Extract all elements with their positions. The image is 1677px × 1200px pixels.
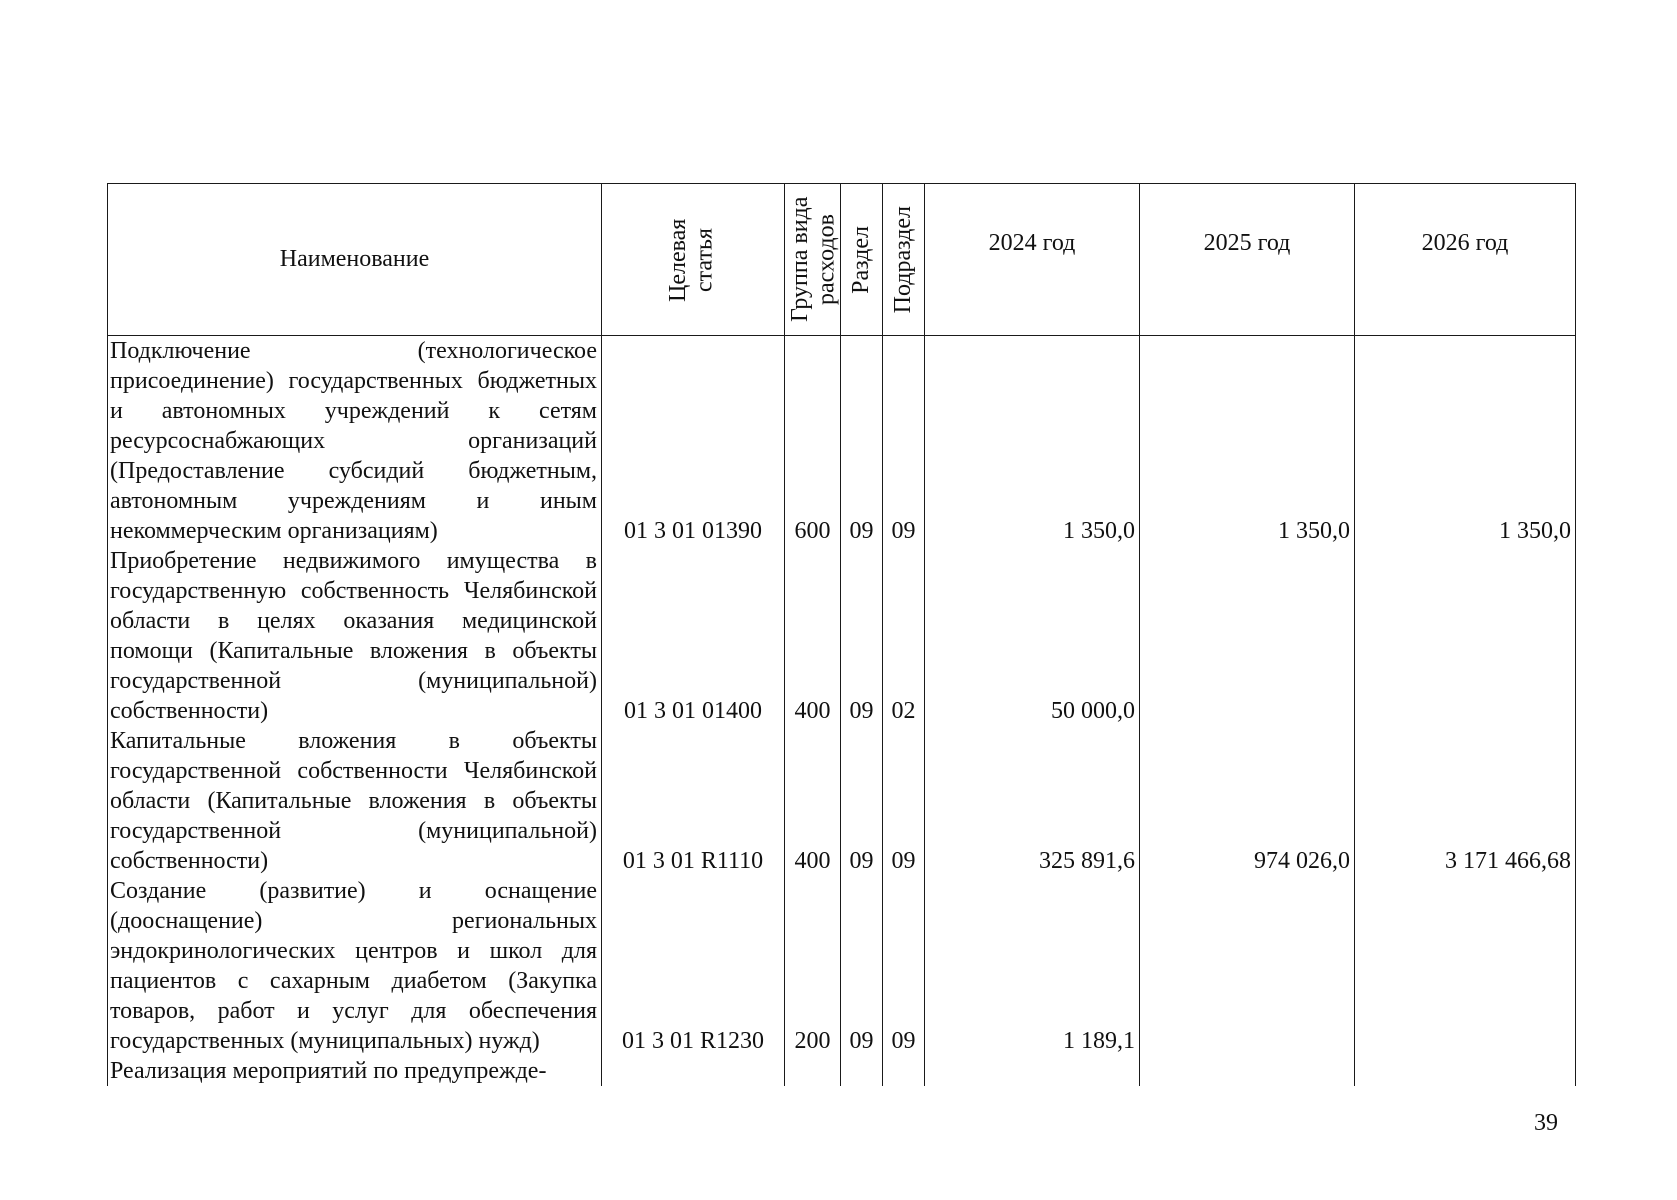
row-amount-2026: 1 350,0: [1355, 336, 1576, 547]
table-header-row: [108, 184, 1576, 336]
row-expense-group: [785, 1056, 841, 1086]
table-row: [108, 546, 1576, 726]
row-subsection: 09: [883, 336, 925, 547]
header-year-2024: 2024 год: [925, 184, 1140, 336]
header-section: Раздел: [841, 184, 883, 336]
row-target-article: [602, 1056, 785, 1086]
row-amount-2024: 1 189,1: [925, 876, 1140, 1056]
row-expense-group: 200: [785, 876, 841, 1056]
header-year-2025: 2025 год: [1140, 184, 1355, 336]
row-section: 09: [841, 876, 883, 1056]
row-section: 09: [841, 336, 883, 547]
row-amount-2025: [1140, 876, 1355, 1056]
row-target-article: 01 3 01 R1110: [602, 726, 785, 876]
row-subsection: [883, 1056, 925, 1086]
row-subsection: 09: [883, 726, 925, 876]
row-name: Реализация мероприятий по предупрежде-: [108, 1056, 602, 1086]
header-name: Наименование: [108, 184, 602, 336]
row-target-article: 01 3 01 R1230: [602, 876, 785, 1056]
table-row: [108, 876, 1576, 1056]
row-section: 09: [841, 726, 883, 876]
row-amount-2026: [1355, 546, 1576, 726]
row-section: [841, 1056, 883, 1086]
table-row: [108, 336, 1576, 547]
header-expense-group: Группа вида расходов: [785, 184, 841, 336]
row-section: 09: [841, 546, 883, 726]
page-number: 39: [1534, 1110, 1558, 1136]
budget-table: [107, 183, 1576, 1086]
table-row: [108, 1056, 1576, 1086]
row-expense-group: 400: [785, 546, 841, 726]
row-amount-2024: 50 000,0: [925, 546, 1140, 726]
row-amount-2025: [1140, 1056, 1355, 1086]
row-subsection: 02: [883, 546, 925, 726]
table-row: [108, 726, 1576, 876]
row-amount-2025: [1140, 546, 1355, 726]
row-amount-2025: 974 026,0: [1140, 726, 1355, 876]
row-name: Капитальные вложения в объекты государственной собственности Челябинской области (Капитальные вложения в объекты государственной (муниципальной) собственности): [108, 726, 602, 876]
row-target-article: 01 3 01 01390: [602, 336, 785, 547]
row-name: Подключение (технологическое присоединение) государственных бюджетных и автономных учреждений к сетям ресурсоснабжающих организаций (Предоставление субсидий бюджетным, автономным учреждениям и иным некоммерческим организациям): [108, 336, 602, 547]
header-target-article: Целевая статья: [602, 184, 785, 336]
row-amount-2025: 1 350,0: [1140, 336, 1355, 547]
row-name: Создание (развитие) и оснащение (дооснащение) региональных эндокринологических центров и школ для пациентов с сахарным диабетом (Закупка товаров, работ и услуг для обеспечения государственных (муниципальных) нужд): [108, 876, 602, 1056]
row-amount-2024: 1 350,0: [925, 336, 1140, 547]
row-amount-2026: [1355, 876, 1576, 1056]
row-expense-group: 600: [785, 336, 841, 547]
row-amount-2026: 3 171 466,68: [1355, 726, 1576, 876]
row-amount-2024: [925, 1056, 1140, 1086]
row-name: Приобретение недвижимого имущества в государственную собственность Челябинской области в целях оказания медицинской помощи (Капитальные вложения в объекты государственной (муниципальной) собственности): [108, 546, 602, 726]
header-subsection: Подраздел: [883, 184, 925, 336]
row-target-article: 01 3 01 01400: [602, 546, 785, 726]
row-expense-group: 400: [785, 726, 841, 876]
row-amount-2024: 325 891,6: [925, 726, 1140, 876]
row-amount-2026: [1355, 1056, 1576, 1086]
header-year-2026: 2026 год: [1355, 184, 1576, 336]
row-subsection: 09: [883, 876, 925, 1056]
